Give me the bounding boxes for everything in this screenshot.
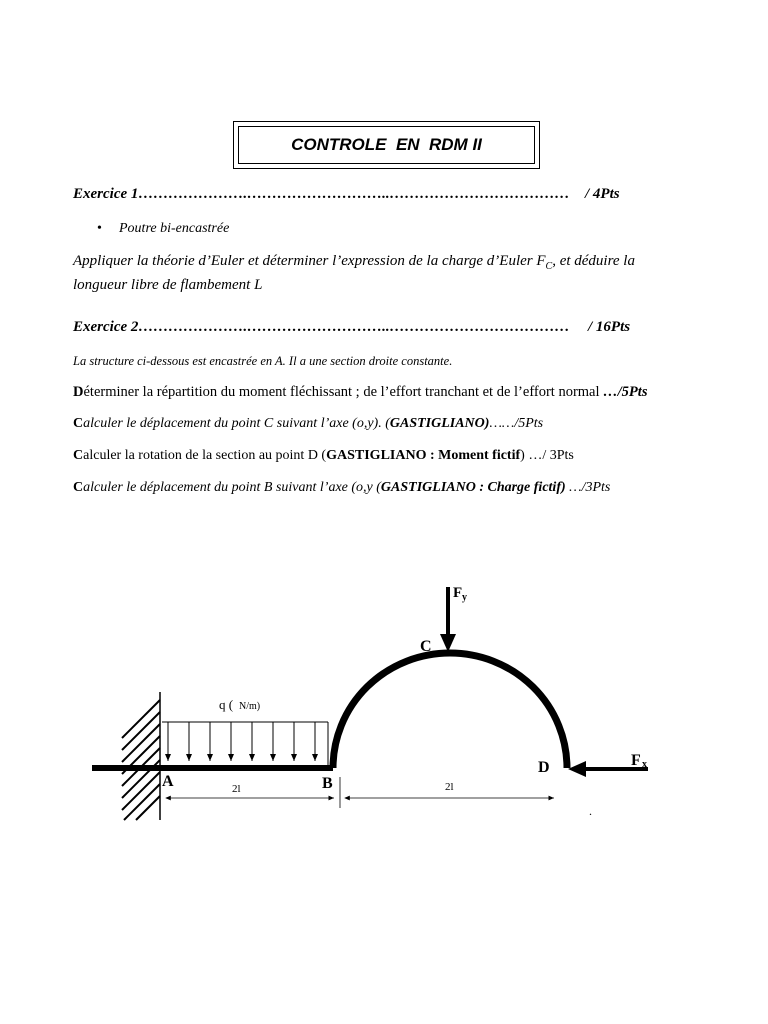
question-1-text: éterminer la répartition du moment fléchissant ; de l’effort tranchant et de l’effort normal	[83, 384, 600, 400]
distributed-load	[162, 722, 328, 765]
bullet-icon: •	[97, 221, 102, 236]
question-2-method: GASTIGLIANO)	[389, 416, 490, 431]
question-3-method: GASTIGLIANO : Moment fictif	[326, 448, 521, 463]
exercise-2-intro: La structure ci-dessous est encastrée en A. Il a une section droite constante.	[73, 354, 453, 368]
question-2-points: ……/5Pts	[489, 416, 544, 431]
span-ab-label: 2l	[232, 783, 241, 795]
stray-dot: .	[589, 804, 592, 818]
question-1-points: …/5Pts	[603, 384, 648, 400]
fixed-support-hatching	[122, 692, 160, 820]
question-3-text: alculer la rotation de la section au point D (	[83, 448, 327, 463]
exercise-1-points: / 4Pts	[585, 186, 620, 202]
exercise-1-title: Exercice 1………………….………………………..………………………………	[73, 186, 570, 202]
question-4-points: …/3Pts	[565, 480, 611, 495]
question-2-text: alculer le déplacement du point C suivant l’axe (o,y). (	[83, 416, 390, 431]
question-4-method: GASTIGLIANO : Charge fictif)	[380, 480, 566, 495]
question-2-initial: C	[73, 416, 84, 431]
point-d-label: D	[538, 759, 550, 776]
span-bd-label: 2l	[445, 781, 454, 793]
force-y-label: F	[453, 585, 463, 601]
question-4-initial: C	[73, 480, 84, 495]
force-x-arrowhead	[568, 761, 586, 777]
statement-part-b: , et déduire la longueur libre de flambement L	[73, 253, 635, 293]
question-4-text: alculer le déplacement du point B suivant l’axe (o,y (	[83, 480, 381, 495]
force-y-arrowhead	[440, 634, 456, 652]
question-1-initial: D	[73, 384, 84, 400]
point-c-label: C	[420, 638, 432, 655]
point-a-label: A	[162, 773, 174, 790]
force-y-subscript: y	[462, 592, 467, 603]
page-title: CONTROLE EN RDM II	[238, 126, 535, 164]
force-x-label: F	[631, 752, 641, 769]
bullet-text: Poutre bi-encastrée	[119, 221, 230, 236]
point-b-label: B	[322, 775, 333, 792]
statement-part-a: Appliquer la théorie d’Euler et déterminer l’expression de la charge d’Euler F	[73, 253, 546, 269]
statement-subscript: C	[545, 261, 553, 272]
question-3-points: ) …/ 3Pts	[520, 448, 574, 463]
exercise-2-title: Exercice 2………………….………………………..………………………………	[73, 319, 570, 335]
question-3-initial: C	[73, 448, 84, 463]
load-unit: N/m)	[239, 701, 261, 712]
exercise-2-points: / 16Pts	[588, 319, 631, 335]
load-label: q (	[219, 697, 234, 712]
arch-bcd	[333, 653, 567, 768]
force-x-subscript: x	[642, 759, 647, 770]
